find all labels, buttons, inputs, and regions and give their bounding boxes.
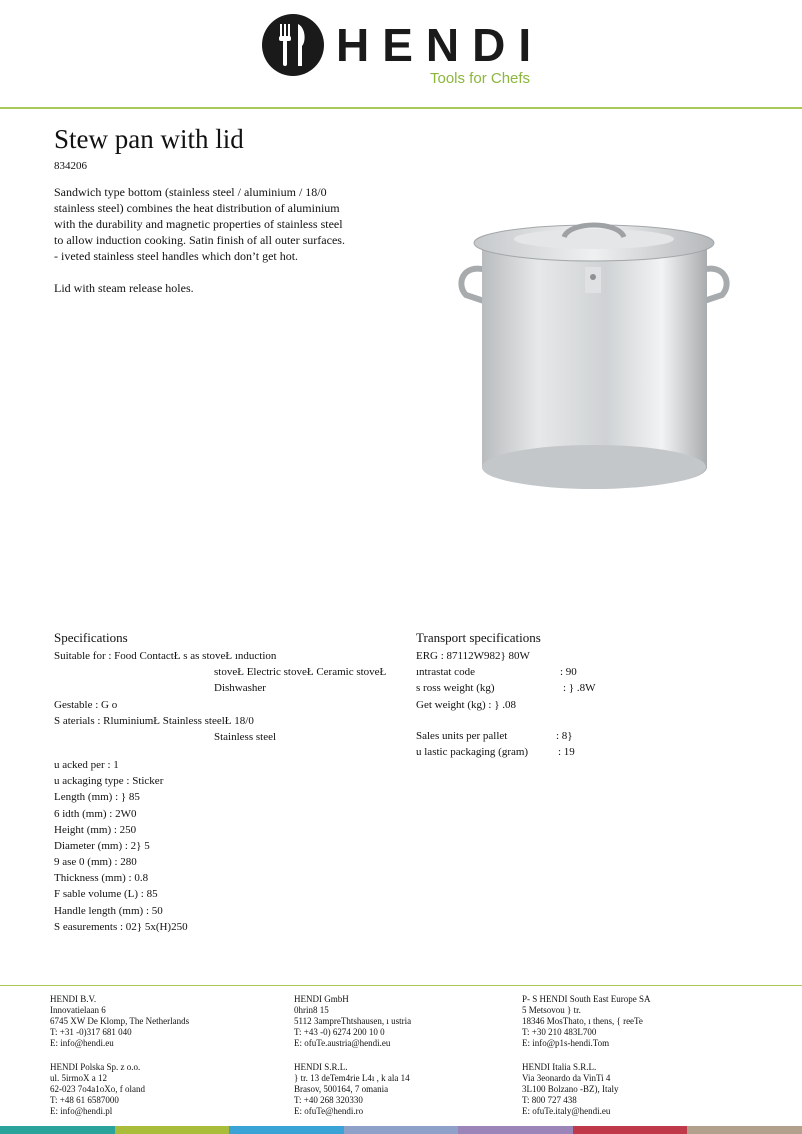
spec-row: Thickness (mm) : 0.8 [54, 872, 149, 884]
office-line: 62-023 7o4a1oXo, f oland [50, 1084, 145, 1094]
office-line: E: info@p1s-hendi.Tom [522, 1038, 610, 1048]
header-divider [0, 107, 802, 109]
office-line: P- S HENDI South East Europe SA [522, 994, 651, 1004]
description-line: to allow induction cooking. Satin finish of all outer surfaces. [54, 233, 345, 247]
spec-suitable: Suitable for : Food ContactŁ s as stoveŁ ınduction [54, 650, 277, 662]
office-line: Brasov, 500164, 7 omania [294, 1084, 389, 1094]
description-line: with the durability and magnetic properties of stainless steel [54, 217, 343, 231]
spec-row: Diameter (mm) : 2} 5 [54, 840, 150, 852]
spec-row: u acked per : 1 [54, 759, 119, 771]
color-segment [229, 1126, 344, 1134]
office-line: E: info@hendi.eu [50, 1038, 114, 1048]
office-line: T: +30 210 483L700 [522, 1027, 597, 1037]
office-line: HENDI S.R.L. [294, 1062, 348, 1072]
spec-materials-cont: Stainless steel [214, 731, 277, 743]
transport-heading: Transport specifications [416, 630, 541, 645]
product-description [54, 184, 354, 312]
office-line: T: +31 -0)317 681 040 [50, 1027, 132, 1037]
brand-tagline: Tools for Chefs [430, 70, 531, 87]
transport-row-value: : 90 [560, 666, 577, 678]
office-line: 0hrin8 15 [294, 1005, 329, 1015]
transport-row-label: s ross weight (kg) [416, 682, 495, 694]
transport-row-value: : 19 [558, 746, 575, 758]
office-line: E: ofuTe.austria@hendi.eu [294, 1038, 391, 1048]
office-line: 6745 XW De Klomp, The Netherlands [50, 1016, 190, 1026]
office-line: ul. 5irmoX a 12 [50, 1073, 107, 1083]
description-line: stainless steel) combines the heat distribution of aluminium [54, 201, 340, 215]
spec-row: Height (mm) : 250 [54, 824, 137, 836]
brand-logo [260, 12, 550, 92]
transport-row-label: ıntrastat code [416, 666, 475, 678]
spec-row: 9 ase 0 (mm) : 280 [54, 856, 137, 868]
footer-divider [0, 985, 802, 986]
office-line: T: +43 -0) 6274 200 10 0 [294, 1027, 385, 1037]
office-address [50, 1062, 145, 1117]
lid-note: Lid with steam release holes. [54, 281, 194, 295]
office-line: Innovatielaan 6 [50, 1005, 106, 1015]
office-line: T: +48 61 6587000 [50, 1095, 119, 1105]
spec-gestable: Gestable : G o [54, 699, 118, 711]
office-line: 3L100 Bolzano -BZ), Italy [522, 1084, 619, 1094]
office-line: Via 3eonardo da VinTi 4 [522, 1073, 611, 1083]
spec-row: Handle length (mm) : 50 [54, 905, 163, 917]
office-line: 5112 3ampreThtshausen, ı ustria [294, 1016, 412, 1026]
description-paragraph [54, 184, 354, 264]
color-segment [0, 1126, 115, 1134]
office-line: T: +40 268 320330 [294, 1095, 363, 1105]
office-line: E: ofuTe@hendi.ro [294, 1106, 364, 1116]
transport-row-value: : 8} [556, 730, 573, 742]
office-address [522, 994, 651, 1049]
color-segment [687, 1126, 802, 1134]
office-line: } tr. 13 deTem4rie L4ı , k ala 14 [294, 1073, 410, 1083]
office-line: 5 Metsovou } tr. [522, 1005, 581, 1015]
office-line: 18346 MosThato, ı thens, { reeTe [522, 1016, 643, 1026]
office-line: HENDI Polska Sp. z o.o. [50, 1062, 141, 1072]
spec-materials: S aterials : RluminiumŁ Stainless steelŁ 18/0 [54, 715, 254, 727]
brand-wordmark: HENDI [336, 19, 545, 71]
office-line: E: ofuTe.italy@hendi.eu [522, 1106, 611, 1116]
office-line: T: 800 727 438 [522, 1095, 577, 1105]
spec-row: S easurements : 02} 5x(H)250 [54, 921, 188, 933]
office-address [294, 994, 411, 1049]
spec-suitable-cont: Dishwasher [214, 682, 266, 694]
cutlery-icon [262, 14, 324, 76]
office-line: HENDI Italia S.R.L. [522, 1062, 597, 1072]
transport-row-label: Sales units per pallet [416, 730, 508, 742]
product-image [452, 215, 737, 505]
office-line: HENDI B.V. [50, 994, 97, 1004]
spec-suitable-cont: stoveŁ Electric stoveŁ Ceramic stoveŁ [214, 666, 387, 678]
footer-color-bar [0, 1126, 802, 1134]
spec-row: Length (mm) : } 85 [54, 791, 140, 803]
office-line: E: info@hendi.pl [50, 1106, 113, 1116]
color-segment [344, 1126, 459, 1134]
transport-row-label: Get weight (kg) : } .08 [416, 699, 516, 711]
office-address [50, 994, 189, 1049]
office-line: HENDI GmbH [294, 994, 349, 1004]
color-segment [115, 1126, 230, 1134]
color-segment [573, 1126, 688, 1134]
office-address [294, 1062, 410, 1117]
transport-row-label: u lastic packaging (gram) [416, 746, 529, 758]
spec-row: 6 idth (mm) : 2W0 [54, 808, 137, 820]
specifications-heading: Specifications [54, 630, 128, 645]
transport-row-label: ERG : 87112W982} 80W [416, 650, 530, 662]
product-code: 834206 [54, 160, 87, 172]
color-segment [458, 1126, 573, 1134]
product-title: Stew pan with lid [54, 124, 244, 154]
transport-row-value: : } .8W [563, 682, 596, 694]
description-line: - iveted stainless steel handles which don’t get hot. [54, 249, 299, 263]
office-address [522, 1062, 618, 1117]
spec-row: u ackaging type : Sticker [54, 775, 164, 787]
spec-row: F sable volume (L) : 85 [54, 888, 158, 900]
description-line: Sandwich type bottom (stainless steel / aluminium / 18/0 [54, 185, 327, 199]
